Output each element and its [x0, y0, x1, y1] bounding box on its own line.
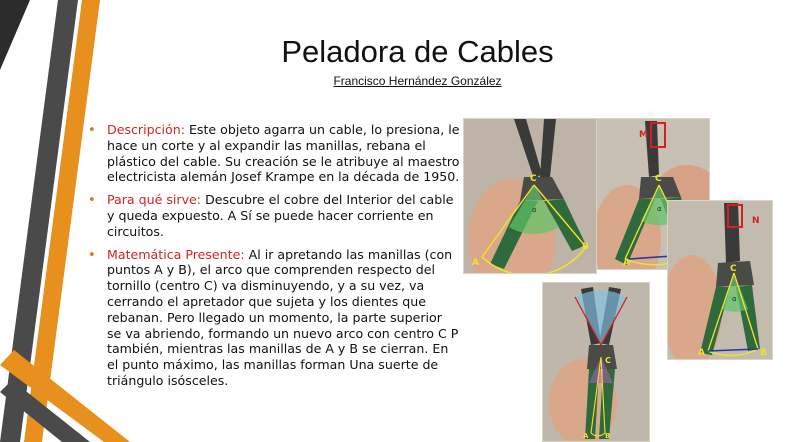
label-point-a: A [623, 258, 630, 268]
label-point-c: C [730, 264, 737, 274]
label-point-c: C [605, 356, 611, 365]
label-point-c: C [530, 174, 537, 184]
slide-title: Peladora de Cables [281, 34, 554, 69]
slide-author: Francisco Hernández González [333, 74, 502, 88]
bullet-text: Descubre el cobre del Interior del cable y queda expuesto. A Sí se puede hacer corriente en circuitos. [107, 192, 454, 239]
wire-stripper-photo-3 [667, 200, 773, 360]
label-angle: α [732, 295, 737, 303]
bullet-list [88, 122, 460, 396]
bullet-icon: • [88, 193, 96, 209]
bullet-icon: • [88, 247, 96, 263]
label-point-a: A [583, 432, 589, 440]
label-point-n: N [752, 216, 760, 226]
label-angle: α [657, 205, 662, 213]
bullet-item-math [88, 247, 460, 389]
bullet-text: Este objeto agarra un cable, lo presiona, le hace un corte y al expandir las manillas, rebana el plástico del cable. Su creación se le atribuye al maestro electricista alemán Josef Krampe en la década de 1950. [107, 122, 460, 185]
wire-stripper-photo-1 [463, 118, 597, 274]
label-point-b: B [605, 432, 611, 440]
label-point-c: C [655, 174, 662, 184]
wire-stripper-photo-4 [542, 282, 650, 442]
bullet-key: Matemática Presente: [107, 246, 245, 262]
bullet-key: Descripción: [107, 122, 185, 137]
label-point-a: A [472, 258, 479, 268]
label-point-a: A [698, 348, 705, 358]
bullet-text: Al ir apretando las manillas (con puntos A y B), el arco que comprenden respecto del tornillo (centro C) va disminuyendo, y a su vez, va cerrando el apretador que sujeta y los dientes que rebanan. Pero llegado un momento, la parte superior se va abriendo, formando un nuevo arco con centro C P también, mientras las manillas de A y B se cierran. En el punto máximo, las manillas forman Una suerte de triángulo isósceles. [107, 246, 459, 388]
label-point-b: B [760, 348, 767, 358]
label-point-m: M [639, 130, 648, 140]
bullet-icon: • [88, 123, 96, 138]
bullet-item-description [88, 122, 460, 185]
label-point-b: B [582, 242, 589, 252]
label-angle: α [532, 206, 537, 214]
bullet-item-purpose [88, 192, 460, 239]
bullet-key: Para qué sirve: [107, 192, 202, 208]
